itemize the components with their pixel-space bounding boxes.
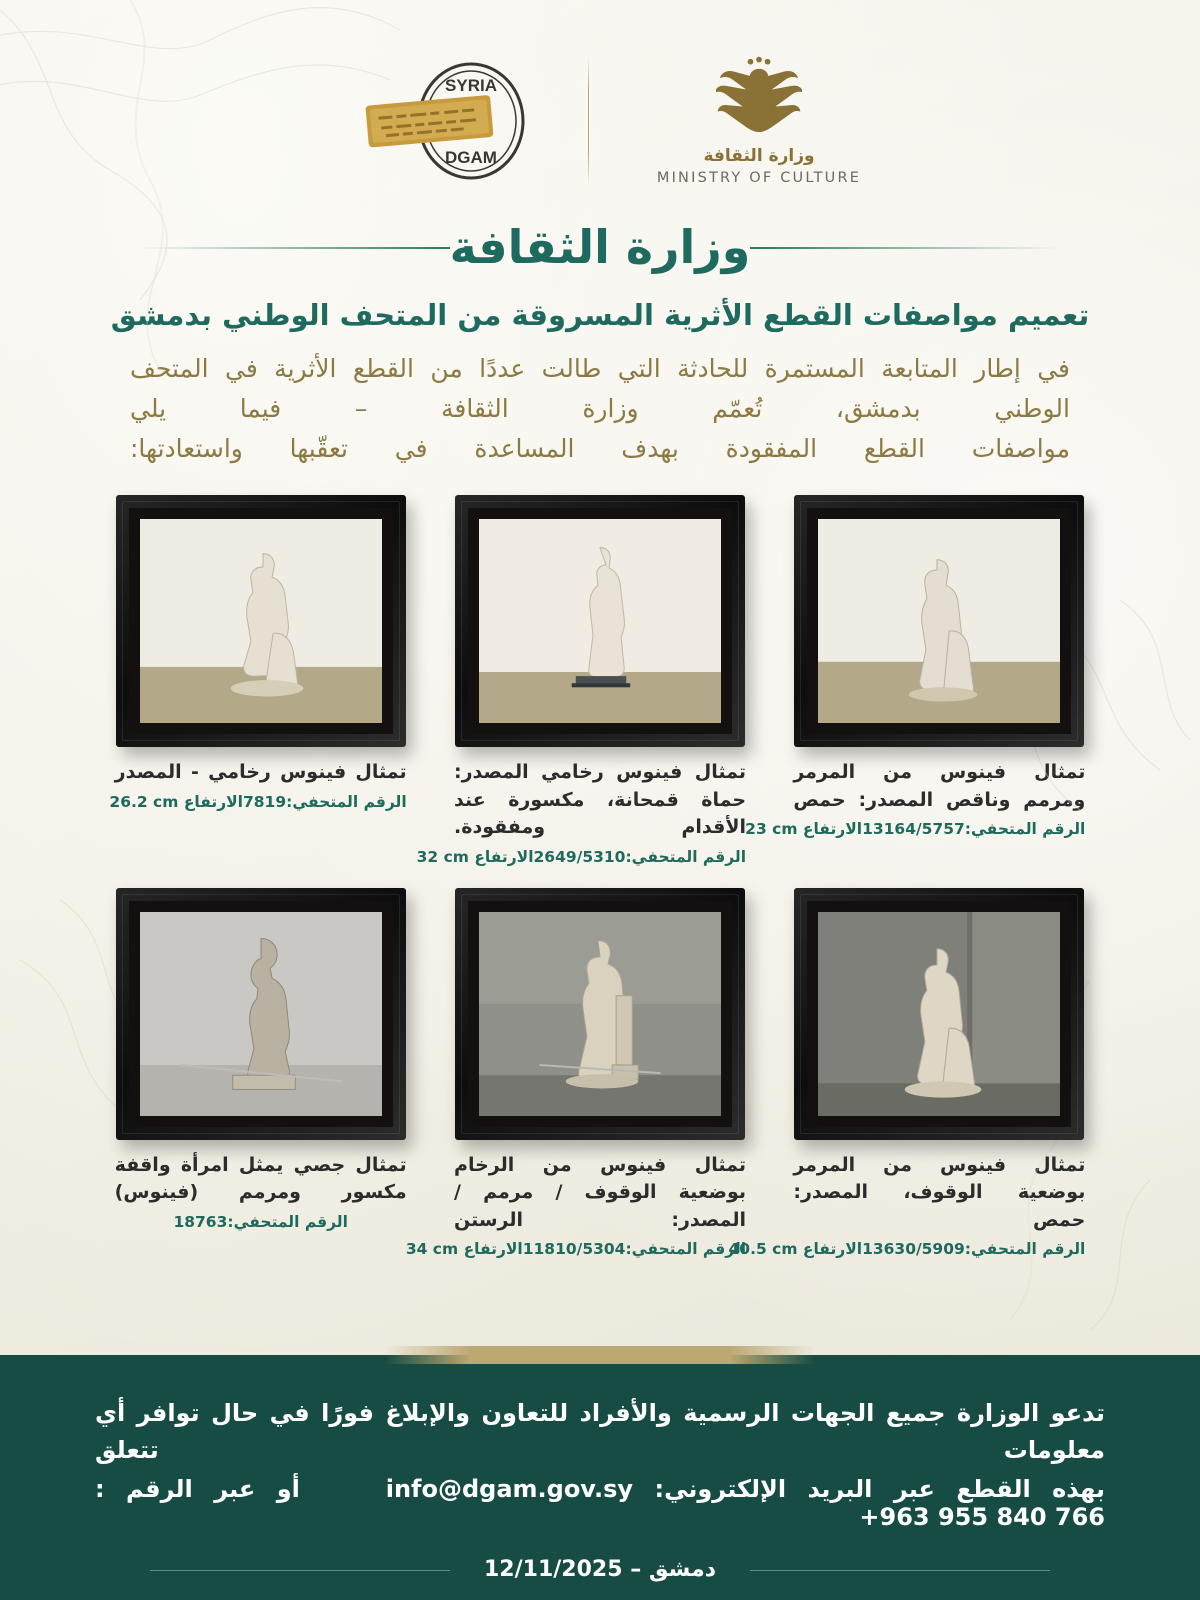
artifact-card[interactable] [728, 888, 1100, 1259]
dgam-seal [339, 59, 554, 184]
artifact-meta [745, 820, 1086, 839]
picture-frame [455, 495, 745, 747]
artifact-meta [416, 847, 747, 866]
museum-number: الرقم المتحفي:11810/5304 [522, 1240, 747, 1259]
eagle-emblem-icon [716, 56, 802, 140]
picture-frame [455, 888, 745, 1140]
artifact-meta [115, 1213, 407, 1231]
ministry-name-en: MINISTRY OF CULTURE [656, 170, 862, 186]
poster-header [0, 0, 1200, 190]
artifact-caption: تمثال فينوس رخامي - المصدر [114, 761, 407, 784]
frame-mat [129, 901, 393, 1127]
frame-mat [807, 901, 1071, 1127]
artifact-photo [818, 519, 1060, 723]
artifact-photo [140, 912, 382, 1116]
intro-line-3: مواصفات القطع المفقودة بهدف المساعدة في تعقّبها واستعادتها: [130, 434, 1070, 464]
artifact-caption: تمثال فينوس من المرمر بوضعية الوقوف، المصدر: حمص [793, 1153, 1086, 1231]
artifact-height: الارتفاع 26.2 cm [109, 792, 243, 811]
artifact-photo [479, 912, 721, 1116]
picture-frame [794, 495, 1084, 747]
intro-line-2: الوطني بدمشق، تُعمّم وزارة الثقافة – فيما يلي [130, 394, 1070, 424]
footer-phone[interactable]: +963 955 840 766 [859, 1503, 1105, 1532]
artifact-card[interactable] [745, 495, 1100, 866]
artifact-height: الارتفاع 23 cm [745, 820, 863, 839]
intro-line-1: في إطار المتابعة المستمرة للحادثة التي طالت عددًا من القطع الأثرية في المتحف [130, 354, 1070, 384]
frame-mat [129, 508, 393, 734]
frame-mat [468, 901, 732, 1127]
footer-contact-line [95, 1475, 1105, 1531]
ministry-logo [623, 56, 861, 186]
museum-number: الرقم المتحفي:18763 [173, 1212, 348, 1231]
footer-phone-label: أو عبر الرقم : [95, 1475, 300, 1504]
museum-number: الرقم المتحفي:13630/5909 [862, 1240, 1086, 1259]
picture-frame [116, 495, 406, 747]
artifact-height: الارتفاع 32 cm [416, 847, 534, 866]
title-block [0, 220, 1200, 274]
artifact-card[interactable] [405, 888, 760, 1259]
footer [0, 1355, 1200, 1600]
footer-email-label: بهذه القطع عبر البريد الإلكتروني: [654, 1475, 1106, 1504]
footer-email[interactable]: info@dgam.gov.sy [385, 1475, 634, 1504]
artifact-height: الارتفاع 40.5 cm [728, 1240, 863, 1259]
artifact-photo [818, 912, 1060, 1116]
artifact-card[interactable] [100, 495, 421, 866]
artifact-caption: تمثال فينوس من الرخام بوضعية الوقوف / مرمم / المصدر: الرستن [454, 1153, 747, 1231]
page-subtitle: تعميم مواصفات القطع الأثرية المسروقة من المتحف الوطني بدمشق [110, 298, 1090, 332]
picture-frame [794, 888, 1084, 1140]
footer-call-to-action: تدعو الوزارة جميع الجهات الرسمية والأفراد للتعاون والإبلاغ فورًا في حال توافر أي معلومات تتعلق [95, 1399, 1105, 1465]
intro-paragraph [130, 349, 1070, 469]
frame-mat [807, 508, 1071, 734]
ministry-name-ar: وزارة الثقافة [703, 146, 815, 166]
artifact-card[interactable] [100, 888, 421, 1259]
footer-accent-bar [385, 1346, 815, 1364]
svg-text:SYRIA: SYRIA [444, 75, 497, 95]
artifact-meta [109, 792, 407, 811]
artifact-caption: تمثال جصي يمثل امرأة واقفة مكسور ومرمم (فينوس) [114, 1153, 407, 1204]
title-rule-right [750, 247, 1060, 249]
footer-date: دمشق – 12/11/2025 [60, 1557, 1140, 1582]
picture-frame [116, 888, 406, 1140]
artifact-caption: تمثال فينوس من المرمر ومرمم وناقص المصدر: حمص [793, 761, 1086, 811]
title-rule-left [140, 247, 450, 249]
artifact-meta [405, 1240, 747, 1259]
artifact-photo [140, 519, 382, 723]
museum-number: الرقم المتحفي:2649/5310 [533, 847, 747, 866]
frame-mat [468, 508, 732, 734]
museum-number: الرقم المتحفي:13164/5757 [862, 820, 1086, 839]
svg-text:DGAM: DGAM [444, 147, 497, 167]
artifact-height: الارتفاع 34 cm [405, 1240, 523, 1259]
artifact-photo [479, 519, 721, 723]
dgam-seal-icon [339, 59, 554, 184]
header-divider [588, 57, 589, 185]
artifact-meta [728, 1240, 1086, 1259]
artifact-caption: تمثال فينوس رخامي المصدر: حماة قمحانة، مكسورة عند الأقدام ومفقودة. [454, 761, 747, 839]
page-title: وزارة الثقافة [449, 220, 751, 274]
artifact-grid [100, 495, 1100, 1258]
museum-number: الرقم المتحفي:7819 [242, 792, 407, 811]
artifact-card[interactable] [416, 495, 760, 866]
